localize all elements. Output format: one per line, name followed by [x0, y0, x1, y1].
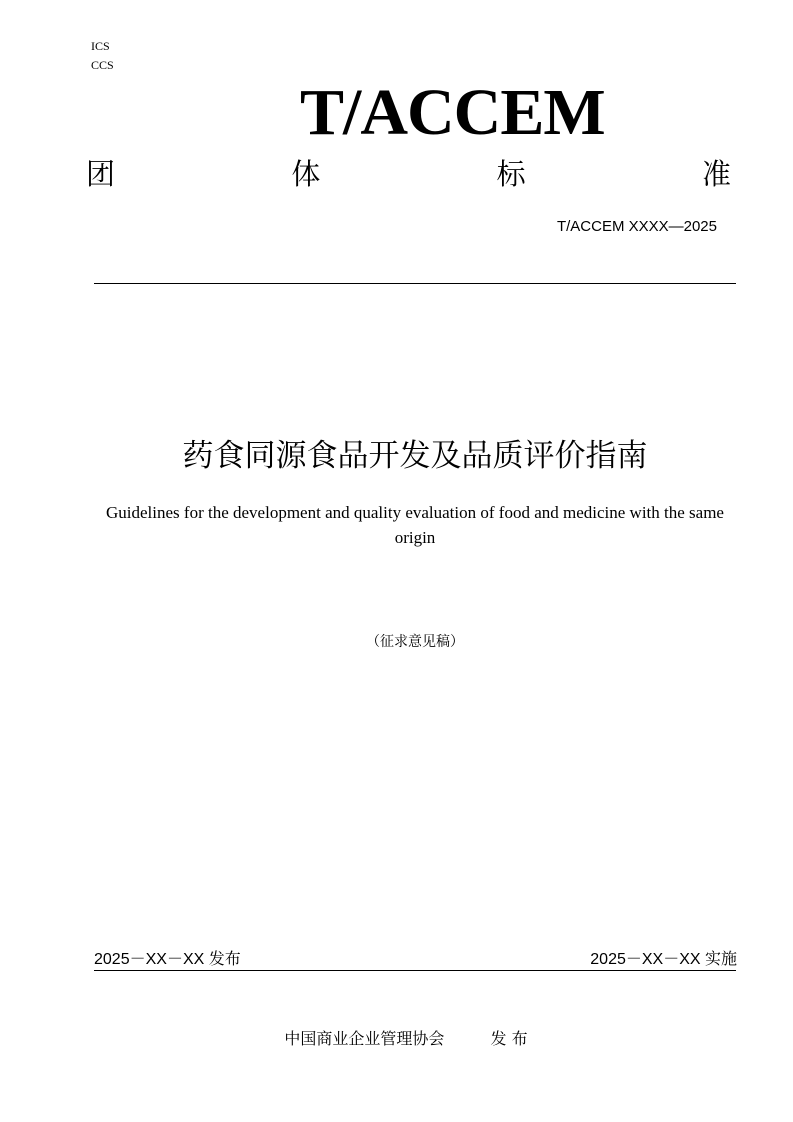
publisher-line: [0, 1026, 793, 1049]
header-divider: [94, 283, 736, 284]
standard-type-char: 体: [291, 157, 321, 191]
ccs-label: CCS: [91, 58, 114, 72]
standard-logo: T/ACCEM: [300, 76, 605, 149]
publisher: 中国商业企业管理协会: [284, 1029, 445, 1048]
footer-divider: [94, 970, 736, 971]
release-date: 2025－XX－XX 发布: [94, 951, 241, 968]
standard-code: T/ACCEM XXXX—2025: [556, 218, 717, 235]
standard-type-char: 标: [496, 157, 526, 191]
ics-label: ICS: [91, 39, 110, 53]
document-title-en: Guidelines for the development and quality evaluation of food and medicine with the same origin: [106, 503, 724, 547]
standard-type-char: 准: [701, 157, 731, 191]
document-title-cn: 药食同源食品开发及品质评价指南: [182, 438, 648, 474]
implement-date: 2025－XX－XX 实施: [590, 951, 737, 968]
draft-note: （征求意见稿）: [366, 634, 464, 650]
standard-type: [86, 152, 731, 193]
publish-label: 发 布: [490, 1029, 528, 1048]
standard-type-char: 团: [86, 157, 116, 191]
